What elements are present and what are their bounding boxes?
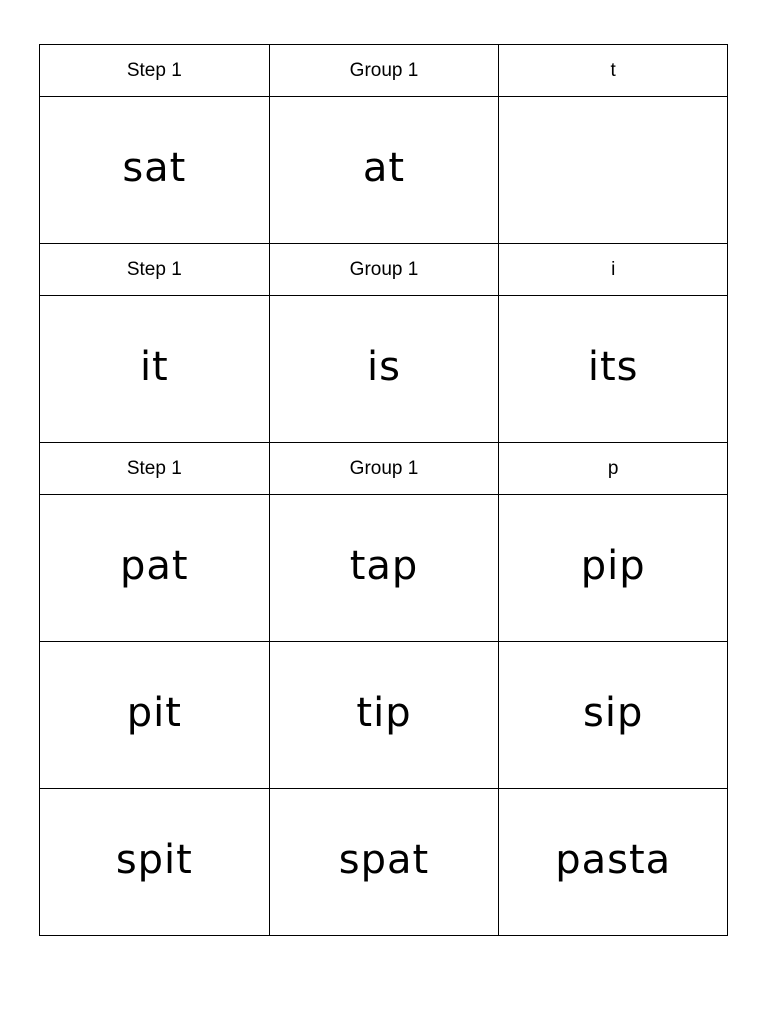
word-row — [40, 296, 728, 443]
word-card: pasta — [499, 789, 728, 936]
word-card: pat — [40, 495, 270, 642]
section-header — [40, 443, 728, 495]
group-label: Group 1 — [270, 45, 500, 97]
word-card: sip — [499, 642, 728, 789]
sound-label: t — [499, 45, 728, 97]
word-card: its — [499, 296, 728, 443]
step-label: Step 1 — [40, 443, 270, 495]
word-card: pit — [40, 642, 270, 789]
section-header — [40, 244, 728, 296]
word-row — [40, 642, 728, 789]
word-card: pip — [499, 495, 728, 642]
word-card: it — [40, 296, 270, 443]
step-label: Step 1 — [40, 45, 270, 97]
word-row — [40, 97, 728, 244]
word-row — [40, 789, 728, 936]
word-card: is — [270, 296, 500, 443]
word-card: spat — [270, 789, 500, 936]
word-card: tap — [270, 495, 500, 642]
group-label: Group 1 — [270, 244, 500, 296]
word-card: sat — [40, 97, 270, 244]
word-card: tip — [270, 642, 500, 789]
group-label: Group 1 — [270, 443, 500, 495]
word-card-empty — [499, 97, 728, 244]
sound-label: i — [499, 244, 728, 296]
section-header — [40, 45, 728, 97]
word-row — [40, 495, 728, 642]
word-card: spit — [40, 789, 270, 936]
sound-label: p — [499, 443, 728, 495]
word-card: at — [270, 97, 500, 244]
step-label: Step 1 — [40, 244, 270, 296]
word-card-sheet — [39, 44, 728, 936]
